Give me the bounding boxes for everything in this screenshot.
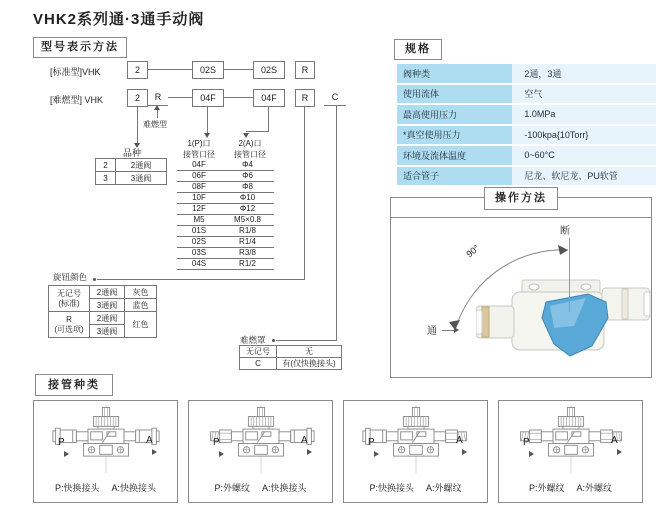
a-type: A:快换接头 — [262, 483, 307, 493]
port-code: 04S — [177, 259, 221, 270]
knob-valve-type: 2通阀 — [90, 312, 125, 325]
knob-valve-type: 3通阀 — [90, 299, 125, 312]
p-type: P:快换接头 — [54, 483, 100, 493]
breed-code: 2 — [96, 159, 116, 172]
connector-line — [268, 106, 269, 132]
table-row — [96, 172, 167, 185]
knob-color-value: 灰色 — [125, 286, 157, 299]
knob-group-label — [49, 286, 90, 312]
connector-line — [137, 106, 138, 145]
port-code: 02S — [177, 237, 221, 248]
connector-line — [148, 69, 192, 70]
page-title: VHK2系列通·3通手动阀 — [33, 11, 205, 28]
on-label: 通 — [427, 326, 437, 337]
valve-drawing — [52, 403, 160, 475]
spec-value: 尼龙、软尼龙、PU软管 — [512, 166, 656, 187]
p-port-label: P — [213, 437, 220, 448]
piping-caption — [189, 481, 332, 494]
a-port-label: A — [301, 435, 308, 446]
port-size: Φ10 — [221, 193, 274, 204]
spec-value: 2通，3通 — [512, 64, 656, 84]
table-row — [177, 171, 274, 182]
spec-row — [397, 125, 656, 146]
breed-desc: 2通阀 — [116, 159, 167, 172]
spec-row — [397, 166, 656, 187]
arrow-right-icon — [617, 449, 622, 455]
port-code: 12F — [177, 204, 221, 215]
spec-label: 阀种类 — [397, 64, 512, 84]
spec-label: 最高使用压力 — [397, 104, 512, 125]
connector-line — [97, 279, 305, 280]
connector-line — [224, 69, 253, 70]
a-port-label: A — [146, 435, 153, 446]
breed-table — [95, 158, 167, 185]
model-box: R — [295, 61, 315, 79]
spec-label: 使用流体 — [397, 84, 512, 105]
piping-box-2 — [188, 400, 333, 503]
port-size: M5×0.8 — [221, 215, 274, 226]
port-size: R1/8 — [221, 226, 274, 237]
table-row — [49, 312, 157, 325]
valve-drawing — [362, 403, 470, 475]
connector-line — [207, 106, 208, 135]
port-code: 01S — [177, 226, 221, 237]
connector-line — [276, 340, 337, 341]
cover-table — [239, 345, 342, 370]
arrow-right-icon — [529, 451, 534, 457]
model-box: R — [295, 89, 315, 107]
spec-value: 1.0MPa — [512, 104, 656, 125]
port-size: Φ8 — [221, 182, 274, 193]
arrow-right-icon — [64, 451, 69, 457]
port-size-table — [177, 160, 274, 270]
table-row — [177, 226, 274, 237]
cover-desc: 有(仅快换接头) — [277, 358, 342, 370]
divider — [391, 217, 651, 218]
knob-valve-type: 2通阀 — [90, 286, 125, 299]
table-row — [177, 182, 274, 193]
a-port-label: A — [456, 435, 463, 446]
knob-color-value: 蓝色 — [125, 299, 157, 312]
model-box: 04F — [192, 89, 224, 107]
model-char: R — [154, 92, 162, 102]
piping-caption — [34, 481, 177, 494]
underline — [324, 105, 346, 106]
piping-box-4 — [498, 400, 643, 503]
angle-label: 90° — [464, 242, 482, 260]
table-row — [177, 237, 274, 248]
model-flame-label: [难燃型] VHK — [50, 95, 104, 105]
port-size: Φ4 — [221, 160, 274, 171]
p-port-label: P — [368, 437, 375, 448]
table-row — [49, 286, 157, 299]
port-size: Φ6 — [221, 171, 274, 182]
operation-section-header: 操作方法 — [484, 187, 558, 210]
model-standard-label: [标准型]VHK — [50, 67, 101, 77]
knob-group-label — [49, 312, 90, 338]
port-size: R1/4 — [221, 237, 274, 248]
bullet-icon — [93, 278, 96, 281]
label-line: (标准) — [58, 298, 80, 308]
connector-line — [442, 330, 454, 331]
port-code: M5 — [177, 215, 221, 226]
port-code: 06F — [177, 171, 221, 182]
model-box: 02S — [192, 61, 224, 79]
rotation-arc — [440, 238, 580, 338]
a-port-label: A — [611, 435, 618, 446]
model-box: 04F — [253, 89, 285, 107]
model-box: 2 — [127, 89, 148, 107]
arrow-right-icon — [219, 451, 224, 457]
connector-line — [304, 106, 305, 280]
port-code: 10F — [177, 193, 221, 204]
knob-color-table — [48, 285, 157, 338]
port-size: R3/8 — [221, 248, 274, 259]
connector-line — [336, 106, 337, 341]
table-row — [177, 248, 274, 259]
piping-section-header: 接管种类 — [35, 374, 113, 396]
connector-line — [246, 131, 269, 132]
port-col1-header — [177, 138, 221, 160]
arrow-up-icon — [154, 105, 160, 110]
arrow-right-icon — [152, 449, 157, 455]
model-box: 2 — [127, 61, 148, 79]
spec-row — [397, 64, 656, 84]
table-row — [177, 204, 274, 215]
table-row — [240, 346, 342, 358]
arrow-right-icon — [462, 449, 467, 455]
a-type: A:外螺纹 — [576, 483, 613, 493]
connector-line — [157, 110, 158, 118]
cover-code: 无记号 — [240, 346, 277, 358]
breed-code: 3 — [96, 172, 116, 185]
connector-line — [168, 97, 192, 98]
table-row — [177, 193, 274, 204]
flame-note: 难燃型 — [143, 120, 167, 129]
piping-box-3 — [343, 400, 488, 503]
off-label: 断 — [560, 226, 570, 237]
arrow-right-icon — [454, 327, 459, 333]
model-box: 02S — [253, 61, 285, 79]
a-type: A:外螺纹 — [426, 483, 462, 493]
port-size: Φ12 — [221, 204, 274, 215]
piping-caption — [344, 481, 487, 494]
valve-drawing — [207, 403, 315, 475]
port-code: 03S — [177, 248, 221, 259]
knob-color-title: 旋钮颜色 — [53, 272, 88, 282]
port-col2-sub: 接管口径 — [234, 150, 266, 159]
bullet-icon — [272, 339, 275, 342]
spec-label: 环境及流体温度 — [397, 145, 512, 166]
piping-caption — [499, 481, 642, 494]
connector-line — [224, 97, 253, 98]
arrow-right-icon — [307, 449, 312, 455]
port-code: 08F — [177, 182, 221, 193]
spec-value: 0~60°C — [512, 145, 656, 166]
spec-row — [397, 145, 656, 166]
table-row — [240, 358, 342, 370]
port-col1-sub: 接管口径 — [183, 150, 215, 159]
label-line: 无记号 — [57, 288, 81, 298]
breed-title: 品种 — [123, 148, 142, 158]
knob-color-value: 红色 — [125, 312, 157, 338]
piping-box-1 — [33, 400, 178, 503]
table-row — [177, 215, 274, 226]
port-code: 04F — [177, 160, 221, 171]
port-col2-title: 2(A)口 — [238, 139, 262, 148]
connector-line — [569, 238, 570, 312]
table-row — [96, 159, 167, 172]
label-line: R — [66, 314, 72, 324]
spec-section-header: 规格 — [394, 39, 442, 60]
p-port-label: P — [58, 437, 65, 448]
table-row — [177, 160, 274, 171]
model-section-header: 型号表示方法 — [33, 37, 127, 58]
a-type: A:快换接头 — [111, 483, 157, 493]
cover-code: C — [240, 358, 277, 370]
cover-title: 难燃罩 — [240, 335, 266, 345]
spec-label: *真空使用压力 — [397, 125, 512, 146]
port-col1-title: 1(P)口 — [187, 139, 211, 148]
table-row — [177, 259, 274, 270]
spec-value: 空气 — [512, 84, 656, 105]
valve-drawing — [517, 403, 625, 475]
spec-label: 适合管子 — [397, 166, 512, 187]
arrow-right-icon — [374, 451, 379, 457]
cover-desc: 无 — [277, 346, 342, 358]
spec-row — [397, 84, 656, 105]
port-col2-header — [226, 138, 274, 160]
spec-table — [397, 64, 656, 187]
model-char: C — [331, 92, 339, 102]
label-line: (可选项) — [54, 324, 84, 334]
port-size: R1/2 — [221, 259, 274, 270]
knob-valve-type: 3通阀 — [90, 325, 125, 338]
spec-value: -100kpa{10Torr} — [512, 125, 656, 146]
p-type: P:外螺纹 — [214, 483, 250, 493]
p-type: P:外螺纹 — [528, 483, 565, 493]
p-type: P:快换接头 — [369, 483, 414, 493]
spec-row — [397, 104, 656, 125]
p-port-label: P — [523, 437, 530, 448]
breed-desc: 3通阀 — [116, 172, 167, 185]
